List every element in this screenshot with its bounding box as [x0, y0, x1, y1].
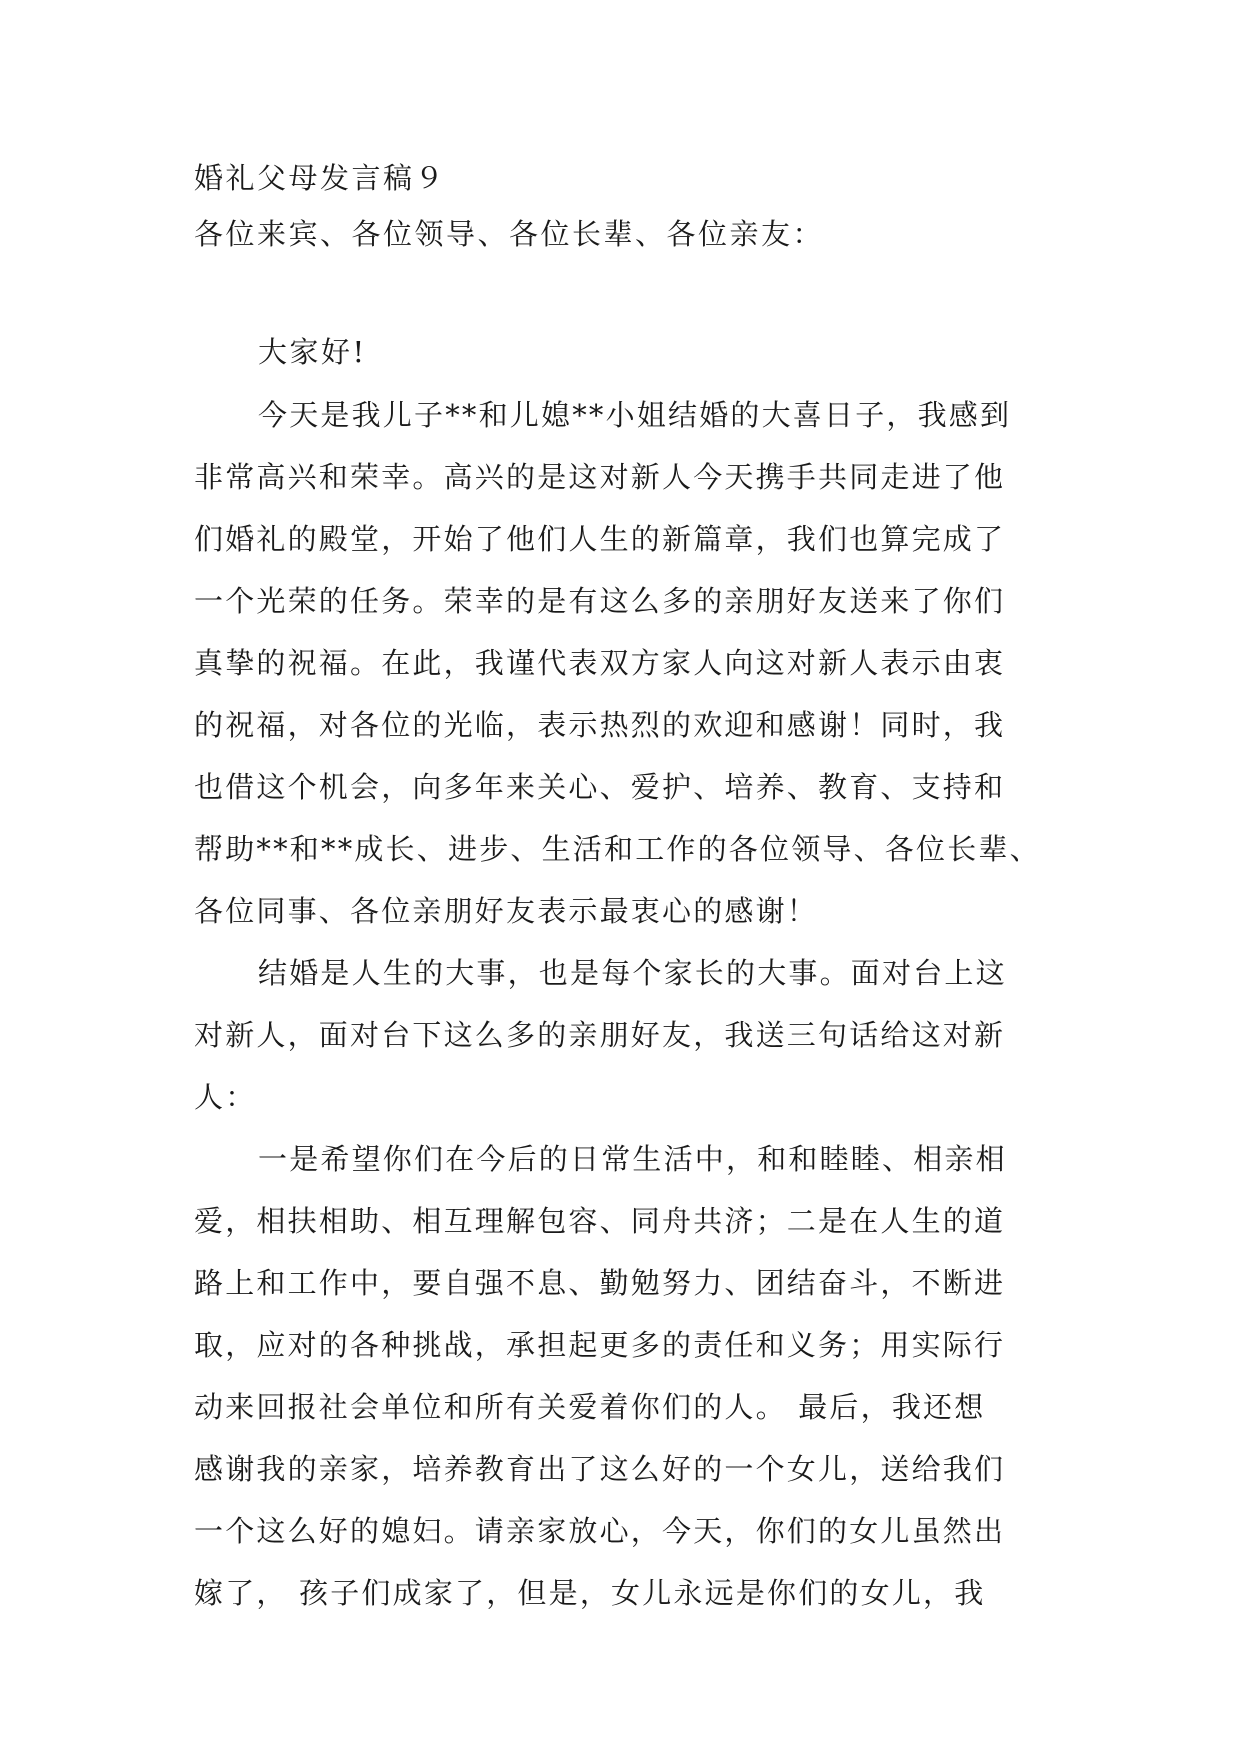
- paragraph-line: 真挚的祝福。在此，我谨代表双方家人向这对新人表示由衷: [194, 646, 1006, 680]
- paragraph-line: 一个光荣的任务。荣幸的是有这么多的亲朋好友送来了你们: [194, 584, 1006, 618]
- paragraph-2: [194, 942, 1058, 1128]
- paragraph-line: 取，应对的各种挑战，承担起更多的责任和义务；用实际行: [194, 1328, 1006, 1362]
- document-body: [194, 150, 1058, 1624]
- paragraph-line: 的祝福，对各位的光临，表示热烈的欢迎和感谢！同时，我: [194, 708, 1006, 742]
- document-title: 婚礼父母发言稿９: [194, 161, 447, 195]
- paragraph-line: 对新人，面对台下这么多的亲朋好友，我送三句话给这对新: [194, 1018, 1006, 1052]
- paragraph-line: 路上和工作中，要自强不息、勤勉努力、团结奋斗，不断进: [194, 1266, 1006, 1300]
- paragraph-line: 也借这个机会，向多年来关心、爱护、培养、教育、支持和: [194, 770, 1006, 804]
- paragraph-line: 各位同事、各位亲朋好友表示最衷心的感谢！: [194, 894, 819, 928]
- paragraph-1: [194, 384, 1058, 942]
- greeting: 大家好!: [258, 335, 367, 369]
- paragraph-line: 非常高兴和荣幸。高兴的是这对新人今天携手共同走进了他: [194, 460, 1006, 494]
- paragraph-line: 帮助**和**成长、进步、生活和工作的各位领导、各位长辈、: [194, 832, 1041, 866]
- paragraph-line: 嫁了， 孩子们成家了，但是，女儿永远是你们的女儿，我: [194, 1576, 986, 1610]
- paragraph-line: 们婚礼的殿堂，开始了他们人生的新篇章，我们也算完成了: [194, 522, 1006, 556]
- paragraph-line: 一是希望你们在今后的日常生活中，和和睦睦、相亲相: [258, 1142, 1007, 1176]
- paragraph-line: 结婚是人生的大事，也是每个家长的大事。面对台上这: [258, 956, 1007, 990]
- salutation: 各位来宾、各位领导、各位长辈、各位亲友：: [194, 217, 825, 251]
- paragraph-line: 动来回报社会单位和所有关爱着你们的人。 最后，我还想: [194, 1390, 986, 1424]
- paragraph-line: 人：: [194, 1080, 257, 1114]
- paragraph-3: [194, 1128, 1058, 1624]
- paragraph-line: 今天是我儿子**和儿媳**小姐结婚的大喜日子，我感到: [258, 398, 1012, 432]
- paragraph-line: 感谢我的亲家，培养教育出了这么好的一个女儿，送给我们: [194, 1452, 1006, 1486]
- paragraph-line: 一个这么好的媳妇。请亲家放心，今天，你们的女儿虽然出: [194, 1514, 1006, 1548]
- paragraph-line: 爱，相扶相助、相互理解包容、同舟共济；二是在人生的道: [194, 1204, 1006, 1238]
